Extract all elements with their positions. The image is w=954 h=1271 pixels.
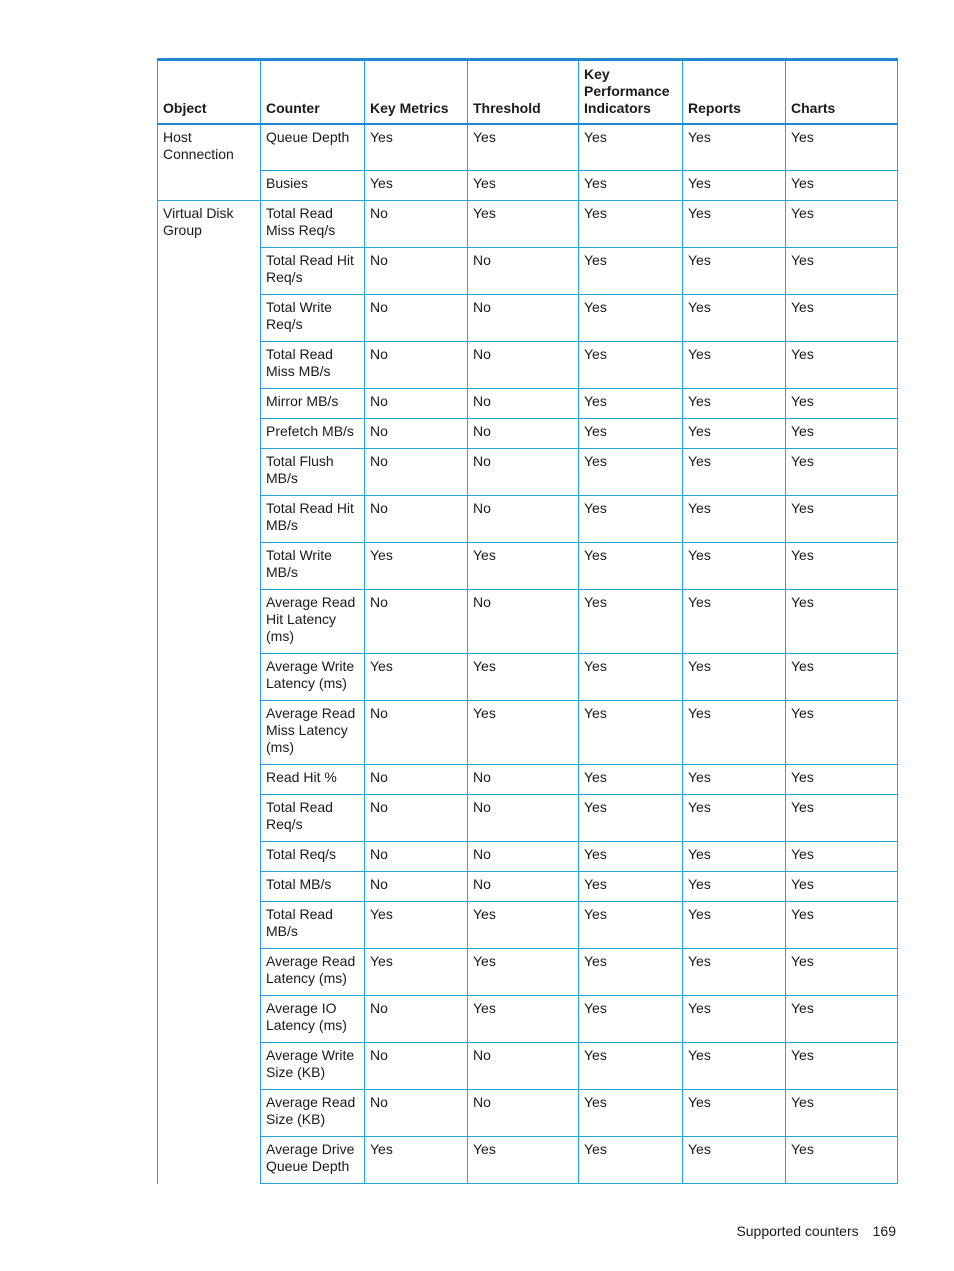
kpi-cell: Yes: [579, 842, 683, 872]
counter-cell: Average Read Latency (ms): [261, 949, 365, 996]
key-metrics-cell: No: [365, 996, 468, 1043]
reports-cell: Yes: [683, 795, 786, 842]
counter-cell: Total Flush MB/s: [261, 449, 365, 496]
threshold-cell: No: [468, 248, 579, 295]
counter-cell: Average Drive Queue Depth: [261, 1137, 365, 1184]
counter-cell: Busies: [261, 171, 365, 201]
reports-cell: Yes: [683, 654, 786, 701]
key-metrics-cell: Yes: [365, 949, 468, 996]
key-metrics-cell: No: [365, 842, 468, 872]
key-metrics-cell: No: [365, 496, 468, 543]
threshold-cell: Yes: [468, 124, 579, 171]
table-row: [158, 701, 898, 765]
reports-cell: Yes: [683, 996, 786, 1043]
charts-cell: Yes: [786, 765, 898, 795]
charts-cell: Yes: [786, 496, 898, 543]
kpi-cell: Yes: [579, 996, 683, 1043]
reports-cell: Yes: [683, 872, 786, 902]
kpi-cell: Yes: [579, 654, 683, 701]
object-cell: [158, 654, 261, 701]
counter-cell: Total Read Miss Req/s: [261, 201, 365, 248]
charts-cell: Yes: [786, 295, 898, 342]
column-header-reports: Reports: [683, 60, 786, 124]
charts-cell: Yes: [786, 1090, 898, 1137]
object-cell: Virtual Disk Group: [158, 201, 261, 248]
key-metrics-cell: No: [365, 1090, 468, 1137]
reports-cell: Yes: [683, 543, 786, 590]
charts-cell: Yes: [786, 543, 898, 590]
threshold-cell: Yes: [468, 201, 579, 248]
charts-cell: Yes: [786, 1043, 898, 1090]
threshold-cell: Yes: [468, 1137, 579, 1184]
reports-cell: Yes: [683, 1090, 786, 1137]
kpi-cell: Yes: [579, 449, 683, 496]
object-cell: [158, 701, 261, 765]
threshold-cell: No: [468, 1090, 579, 1137]
counter-cell: Mirror MB/s: [261, 389, 365, 419]
reports-cell: Yes: [683, 949, 786, 996]
kpi-cell: Yes: [579, 1043, 683, 1090]
threshold-cell: No: [468, 419, 579, 449]
key-metrics-cell: No: [365, 701, 468, 765]
counter-cell: Average Read Hit Latency (ms): [261, 590, 365, 654]
object-cell: [158, 248, 261, 295]
counter-cell: Total Read Miss MB/s: [261, 342, 365, 389]
table-row: [158, 171, 898, 201]
key-metrics-cell: Yes: [365, 124, 468, 171]
kpi-cell: Yes: [579, 496, 683, 543]
reports-cell: Yes: [683, 201, 786, 248]
object-cell: [158, 449, 261, 496]
threshold-cell: Yes: [468, 949, 579, 996]
counters-table: [157, 58, 898, 1184]
threshold-cell: No: [468, 1043, 579, 1090]
counter-cell: Read Hit %: [261, 765, 365, 795]
threshold-cell: Yes: [468, 654, 579, 701]
charts-cell: Yes: [786, 389, 898, 419]
charts-cell: Yes: [786, 996, 898, 1043]
threshold-cell: No: [468, 449, 579, 496]
charts-cell: Yes: [786, 171, 898, 201]
counter-cell: Total Write MB/s: [261, 543, 365, 590]
page-number: 169: [872, 1223, 896, 1239]
threshold-cell: No: [468, 795, 579, 842]
table-row: [158, 795, 898, 842]
counter-cell: Total Read Hit MB/s: [261, 496, 365, 543]
table-row: [158, 842, 898, 872]
kpi-cell: Yes: [579, 124, 683, 171]
counter-cell: Total Read Hit Req/s: [261, 248, 365, 295]
kpi-cell: Yes: [579, 295, 683, 342]
page-footer: [736, 1223, 896, 1239]
column-header-object: Object: [158, 60, 261, 124]
threshold-cell: No: [468, 342, 579, 389]
key-metrics-cell: No: [365, 590, 468, 654]
charts-cell: Yes: [786, 449, 898, 496]
table-row: [158, 654, 898, 701]
table-row: [158, 496, 898, 543]
counter-cell: Average IO Latency (ms): [261, 996, 365, 1043]
object-cell: [158, 1090, 261, 1137]
key-metrics-cell: No: [365, 449, 468, 496]
reports-cell: Yes: [683, 1043, 786, 1090]
column-header-charts: Charts: [786, 60, 898, 124]
reports-cell: Yes: [683, 171, 786, 201]
threshold-cell: No: [468, 496, 579, 543]
reports-cell: Yes: [683, 590, 786, 654]
charts-cell: Yes: [786, 201, 898, 248]
kpi-cell: Yes: [579, 902, 683, 949]
object-cell: [158, 765, 261, 795]
table-row: [158, 419, 898, 449]
counter-cell: Average Write Size (KB): [261, 1043, 365, 1090]
reports-cell: Yes: [683, 449, 786, 496]
kpi-cell: Yes: [579, 171, 683, 201]
threshold-cell: No: [468, 842, 579, 872]
table-row: [158, 872, 898, 902]
reports-cell: Yes: [683, 902, 786, 949]
charts-cell: Yes: [786, 795, 898, 842]
object-cell: [158, 795, 261, 842]
object-cell: [158, 872, 261, 902]
table-row: [158, 590, 898, 654]
kpi-cell: Yes: [579, 590, 683, 654]
key-metrics-cell: No: [365, 342, 468, 389]
object-cell: [158, 171, 261, 201]
column-header-kpi: Key Performance Indicators: [579, 60, 683, 124]
kpi-cell: Yes: [579, 1090, 683, 1137]
object-cell: [158, 389, 261, 419]
object-cell: [158, 949, 261, 996]
counter-cell: Total Read Req/s: [261, 795, 365, 842]
threshold-cell: No: [468, 765, 579, 795]
key-metrics-cell: Yes: [365, 543, 468, 590]
threshold-cell: No: [468, 389, 579, 419]
column-header-key-metrics: Key Metrics: [365, 60, 468, 124]
counter-cell: Total Read MB/s: [261, 902, 365, 949]
counter-cell: Average Write Latency (ms): [261, 654, 365, 701]
charts-cell: Yes: [786, 1137, 898, 1184]
charts-cell: Yes: [786, 872, 898, 902]
key-metrics-cell: No: [365, 389, 468, 419]
key-metrics-cell: No: [365, 795, 468, 842]
table-row: [158, 949, 898, 996]
charts-cell: Yes: [786, 949, 898, 996]
table-row: [158, 342, 898, 389]
kpi-cell: Yes: [579, 342, 683, 389]
reports-cell: Yes: [683, 389, 786, 419]
key-metrics-cell: No: [365, 295, 468, 342]
object-cell: [158, 342, 261, 389]
column-header-threshold: Threshold: [468, 60, 579, 124]
object-cell: [158, 996, 261, 1043]
charts-cell: Yes: [786, 902, 898, 949]
table-row: [158, 543, 898, 590]
footer-section-title: Supported counters: [736, 1223, 859, 1239]
charts-cell: Yes: [786, 419, 898, 449]
table-row: [158, 902, 898, 949]
column-header-counter: Counter: [261, 60, 365, 124]
charts-cell: Yes: [786, 342, 898, 389]
table-header-row: [158, 60, 898, 124]
table-row: [158, 449, 898, 496]
key-metrics-cell: No: [365, 248, 468, 295]
table-row: [158, 248, 898, 295]
object-cell: [158, 902, 261, 949]
kpi-cell: Yes: [579, 765, 683, 795]
threshold-cell: No: [468, 872, 579, 902]
threshold-cell: Yes: [468, 701, 579, 765]
object-cell: [158, 1137, 261, 1184]
counter-cell: Queue Depth: [261, 124, 365, 171]
key-metrics-cell: Yes: [365, 171, 468, 201]
table-row: [158, 295, 898, 342]
kpi-cell: Yes: [579, 701, 683, 765]
kpi-cell: Yes: [579, 201, 683, 248]
object-cell: [158, 419, 261, 449]
reports-cell: Yes: [683, 765, 786, 795]
object-cell: [158, 1043, 261, 1090]
key-metrics-cell: Yes: [365, 902, 468, 949]
reports-cell: Yes: [683, 1137, 786, 1184]
kpi-cell: Yes: [579, 389, 683, 419]
table-row: [158, 765, 898, 795]
charts-cell: Yes: [786, 124, 898, 171]
reports-cell: Yes: [683, 701, 786, 765]
key-metrics-cell: Yes: [365, 654, 468, 701]
kpi-cell: Yes: [579, 795, 683, 842]
threshold-cell: Yes: [468, 996, 579, 1043]
table-row: [158, 996, 898, 1043]
object-cell: [158, 295, 261, 342]
key-metrics-cell: No: [365, 419, 468, 449]
kpi-cell: Yes: [579, 949, 683, 996]
reports-cell: Yes: [683, 496, 786, 543]
counter-cell: Average Read Miss Latency (ms): [261, 701, 365, 765]
threshold-cell: Yes: [468, 171, 579, 201]
kpi-cell: Yes: [579, 543, 683, 590]
key-metrics-cell: No: [365, 201, 468, 248]
kpi-cell: Yes: [579, 419, 683, 449]
reports-cell: Yes: [683, 842, 786, 872]
table-row: [158, 1137, 898, 1184]
reports-cell: Yes: [683, 342, 786, 389]
reports-cell: Yes: [683, 248, 786, 295]
object-cell: Host Connection: [158, 124, 261, 171]
reports-cell: Yes: [683, 124, 786, 171]
counter-cell: Prefetch MB/s: [261, 419, 365, 449]
charts-cell: Yes: [786, 248, 898, 295]
table-row: [158, 124, 898, 171]
threshold-cell: Yes: [468, 543, 579, 590]
counter-cell: Total Req/s: [261, 842, 365, 872]
table-row: [158, 1043, 898, 1090]
charts-cell: Yes: [786, 842, 898, 872]
charts-cell: Yes: [786, 701, 898, 765]
counter-cell: Total MB/s: [261, 872, 365, 902]
threshold-cell: No: [468, 590, 579, 654]
key-metrics-cell: Yes: [365, 1137, 468, 1184]
reports-cell: Yes: [683, 295, 786, 342]
table-row: [158, 389, 898, 419]
object-cell: [158, 842, 261, 872]
charts-cell: Yes: [786, 654, 898, 701]
threshold-cell: No: [468, 295, 579, 342]
table-row: [158, 1090, 898, 1137]
charts-cell: Yes: [786, 590, 898, 654]
object-cell: [158, 543, 261, 590]
table-row: [158, 201, 898, 248]
key-metrics-cell: No: [365, 872, 468, 902]
threshold-cell: Yes: [468, 902, 579, 949]
reports-cell: Yes: [683, 419, 786, 449]
kpi-cell: Yes: [579, 248, 683, 295]
key-metrics-cell: No: [365, 765, 468, 795]
object-cell: [158, 496, 261, 543]
kpi-cell: Yes: [579, 872, 683, 902]
key-metrics-cell: No: [365, 1043, 468, 1090]
counter-cell: Average Read Size (KB): [261, 1090, 365, 1137]
kpi-cell: Yes: [579, 1137, 683, 1184]
object-cell: [158, 590, 261, 654]
counter-cell: Total Write Req/s: [261, 295, 365, 342]
